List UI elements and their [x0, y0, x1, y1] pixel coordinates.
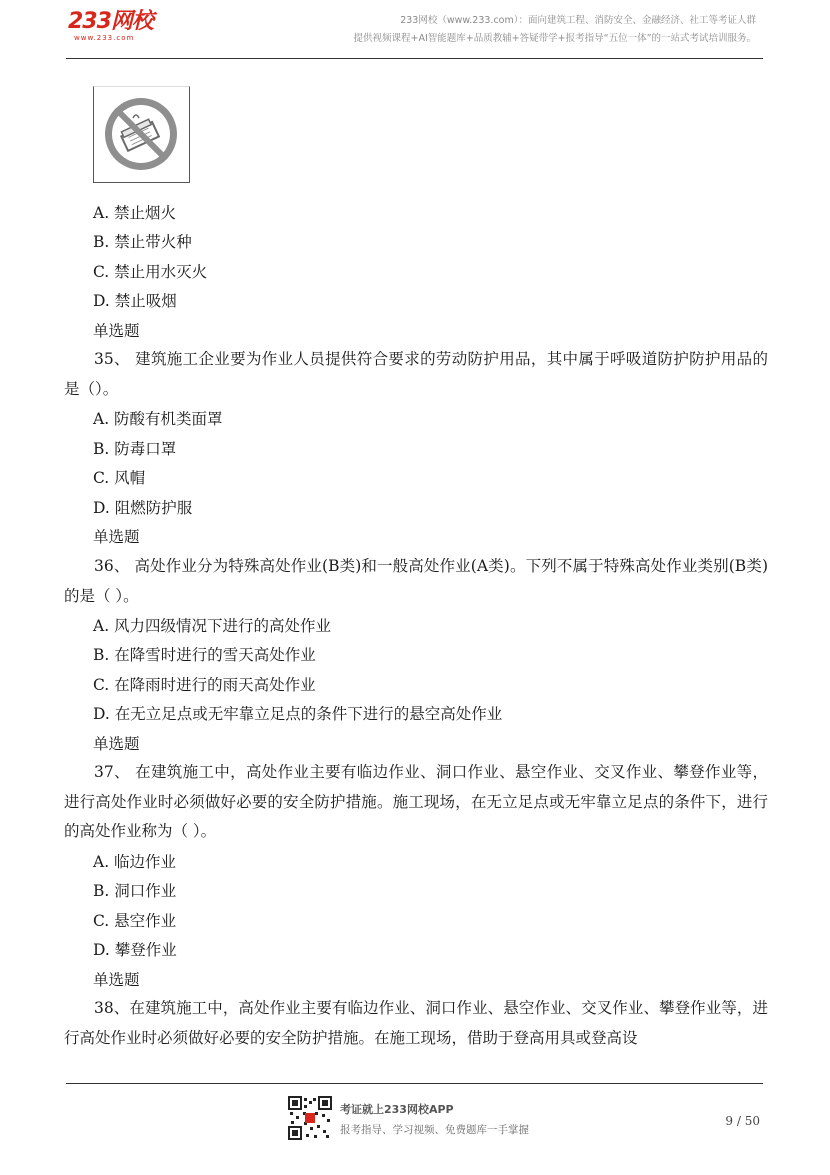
q36-type-label: 单选题 — [93, 735, 140, 753]
logo-url: www.233.com — [74, 34, 135, 42]
q36-option-b: B. 在降雪时进行的雪天高处作业 — [93, 646, 316, 664]
question-image — [93, 86, 190, 183]
header-line-2: 提供视频课程+AI智能题库+品质教辅+答疑带学+报考指导“五位一体”的一站式考试培训服务。 — [353, 33, 756, 44]
q34-option-b: B. 禁止带火种 — [93, 233, 192, 251]
q35-option-c: C. 风帽 — [93, 469, 146, 487]
q35-type-label: 单选题 — [93, 528, 140, 546]
q34-option-d: D. 禁止吸烟 — [93, 292, 177, 310]
q36-stem: 36、 高处作业分为特殊高处作业(B类)和一般高处作业(A类)。下列不属于特殊高处作业类别(B类)的是（ ）。 — [64, 557, 768, 605]
page-number: 9 / 50 — [725, 1114, 760, 1128]
header-divider — [66, 58, 763, 59]
q37-type-label: 单选题 — [93, 971, 140, 989]
q36-option-d: D. 在无立足点或无牢靠立足点的条件下进行的悬空高处作业 — [93, 705, 503, 723]
q36-option-a: A. 风力四级情况下进行的高处作业 — [93, 617, 332, 635]
q37-option-b: B. 洞口作业 — [93, 882, 177, 900]
logo-text: 233网校 — [68, 9, 153, 34]
q36-option-c: C. 在降雨时进行的雨天高处作业 — [93, 676, 316, 694]
app-promo-subtitle: 报考指导、学习视频、免费题库一手掌握 — [340, 1124, 529, 1136]
header-line-1: 233网校（www.233.com）：面向建筑工程、消防安全、金融经济、社工等考证人群 — [400, 15, 756, 26]
q34-option-c: C. 禁止用水灭火 — [93, 263, 208, 281]
header-description — [354, 12, 757, 48]
q37-option-c: C. 悬空作业 — [93, 912, 177, 930]
q37-stem: 37、 在建筑施工中，高处作业主要有临边作业、洞口作业、悬空作业、交叉作业、攀登作业等，进行高处作业时必须做好必要的安全防护措施。施工现场，在无立足点或无牢靠立足点的条件下，进行的高处作业称为（ ）。 — [64, 763, 768, 840]
q37-option-d: D. 攀登作业 — [93, 941, 177, 959]
q35-option-b: B. 防毒口罩 — [93, 440, 177, 458]
q34-type-label: 单选题 — [93, 322, 140, 340]
q34-option-a: A. 禁止烟火 — [93, 204, 177, 222]
footer-divider — [66, 1083, 763, 1084]
q35-option-d: D. 阻燃防护服 — [93, 499, 193, 517]
q38-stem: 38、在建筑施工中，高处作业主要有临边作业、洞口作业、悬空作业、交叉作业、攀登作业等，进行高处作业时必须做好必要的安全防护措施。在施工现场，借助于登高用具或登高设 — [64, 999, 768, 1047]
no-fire-sign-icon — [103, 96, 179, 172]
qr-code-icon — [288, 1096, 332, 1140]
page-header — [0, 0, 830, 60]
q35-stem: 35、 建筑施工企业要为作业人员提供符合要求的劳动防护用品，其中属于呼吸道防护防护用品的是（）。 — [64, 350, 768, 398]
q37-option-a: A. 临边作业 — [93, 853, 177, 871]
q35-option-a: A. 防酸有机类面罩 — [93, 410, 223, 428]
app-promo-title: 考证就上233网校APP — [340, 1103, 454, 1116]
brand-logo — [68, 10, 153, 42]
